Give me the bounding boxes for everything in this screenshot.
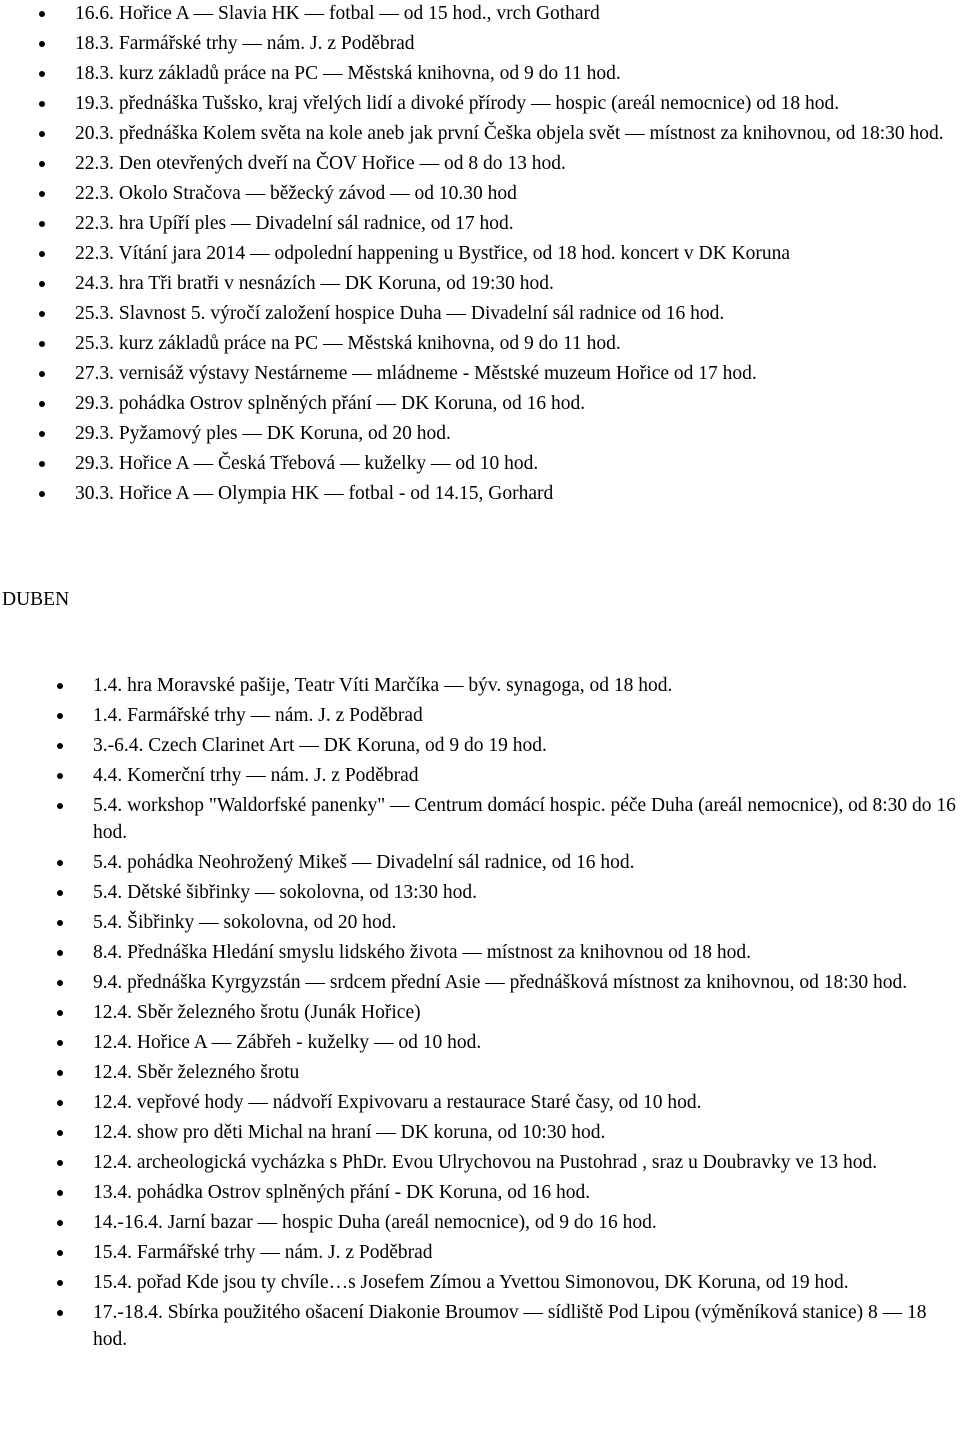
event-item: 12.4. Hořice A — Zábřeh - kuželky — od 10 hod. <box>93 1029 960 1056</box>
event-item: 5.4. Dětské šibřinky — sokolovna, od 13:30 hod. <box>93 879 960 906</box>
event-item: 12.4. Sběr železného šrotu (Junák Hořice) <box>93 999 960 1026</box>
event-item: 29.3. Hořice A — Česká Třebová — kuželky — od 10 hod. <box>75 450 960 477</box>
event-item: 19.3. přednáška Tušsko, kraj vřelých lidí a divoké přírody — hospic (areál nemocnice) od 18 hod. <box>75 90 960 117</box>
event-item: 9.4. přednáška Kyrgyzstán — srdcem přední Asie — přednášková místnost za knihovnou, od 18:30 hod. <box>93 969 960 996</box>
event-item: 22.3. Okolo Stračova — běžecký závod — od 10.30 hod <box>75 180 960 207</box>
event-item: 17.-18.4. Sbírka použitého ošacení Diakonie Broumov — sídliště Pod Lipou (výměníková stanice) 8 — 18 hod. <box>93 1299 960 1353</box>
event-item: 5.4. pohádka Neohrožený Mikeš — Divadelní sál radnice, od 16 hod. <box>93 849 960 876</box>
event-item: 29.3. Pyžamový ples — DK Koruna, od 20 hod. <box>75 420 960 447</box>
event-item: 20.3. přednáška Kolem světa na kole aneb jak první Češka objela svět — místnost za knihovnou, od 18:30 hod. <box>75 120 960 147</box>
event-item: 12.4. vepřové hody — nádvoří Expivovaru a restaurace Staré časy, od 10 hod. <box>93 1089 960 1116</box>
section-heading-april: DUBEN <box>2 589 70 610</box>
event-item: 15.4. Farmářské trhy — nám. J. z Poděbrad <box>93 1239 960 1266</box>
event-item: 29.3. pohádka Ostrov splněných přání — DK Koruna, od 16 hod. <box>75 390 960 417</box>
event-item: 5.4. Šibřinky — sokolovna, od 20 hod. <box>93 909 960 936</box>
event-item: 8.4. Přednáška Hledání smyslu lidského života — místnost za knihovnou od 18 hod. <box>93 939 960 966</box>
march-event-list <box>75 0 960 510</box>
event-item: 1.4. Farmářské trhy — nám. J. z Poděbrad <box>93 702 960 729</box>
event-item: 1.4. hra Moravské pašije, Teatr Víti Marčíka — býv. synagoga, od 18 hod. <box>93 672 960 699</box>
event-item: 22.3. Den otevřených dveří na ČOV Hořice — od 8 do 13 hod. <box>75 150 960 177</box>
event-item: 24.3. hra Tři bratři v nesnázích — DK Koruna, od 19:30 hod. <box>75 270 960 297</box>
event-item: 15.4. pořad Kde jsou ty chvíle…s Josefem Zímou a Yvettou Simonovou, DK Koruna, od 19 hod. <box>93 1269 960 1296</box>
event-item: 25.3. Slavnost 5. výročí založení hospice Duha — Divadelní sál radnice od 16 hod. <box>75 300 960 327</box>
event-item: 12.4. Sběr železného šrotu <box>93 1059 960 1086</box>
event-item: 18.3. kurz základů práce na PC — Městská knihovna, od 9 do 11 hod. <box>75 60 960 87</box>
event-item: 13.4. pohádka Ostrov splněných přání - DK Koruna, od 16 hod. <box>93 1179 960 1206</box>
event-item: 30.3. Hořice A — Olympia HK — fotbal - od 14.15, Gorhard <box>75 480 960 507</box>
event-item: 25.3. kurz základů práce na PC — Městská knihovna, od 9 do 11 hod. <box>75 330 960 357</box>
event-item: 14.-16.4. Jarní bazar — hospic Duha (areál nemocnice), od 9 do 16 hod. <box>93 1209 960 1236</box>
event-item: 3.-6.4. Czech Clarinet Art — DK Koruna, od 9 do 19 hod. <box>93 732 960 759</box>
event-item: 22.3. Vítání jara 2014 — odpolední happening u Bystřice, od 18 hod. koncert v DK Koruna <box>75 240 960 267</box>
event-item: 12.4. archeologická vycházka s PhDr. Evou Ulrychovou na Pustohrad , sraz u Doubravky ve 13 hod. <box>93 1149 960 1176</box>
event-item: 18.3. Farmářské trhy — nám. J. z Poděbrad <box>75 30 960 57</box>
event-item: 4.4. Komerční trhy — nám. J. z Poděbrad <box>93 762 960 789</box>
event-item: 5.4. workshop "Waldorfské panenky" — Centrum domácí hospic. péče Duha (areál nemocnice), od 8:30 do 16 hod. <box>93 792 960 846</box>
event-item: 22.3. hra Upíří ples — Divadelní sál radnice, od 17 hod. <box>75 210 960 237</box>
event-item: 16.6. Hořice A — Slavia HK — fotbal — od 15 hod., vrch Gothard <box>75 0 960 27</box>
april-event-list <box>93 672 960 1356</box>
event-item: 12.4. show pro děti Michal na hraní — DK koruna, od 10:30 hod. <box>93 1119 960 1146</box>
event-item: 27.3. vernisáž výstavy Nestárneme — mládneme - Městské muzeum Hořice od 17 hod. <box>75 360 960 387</box>
